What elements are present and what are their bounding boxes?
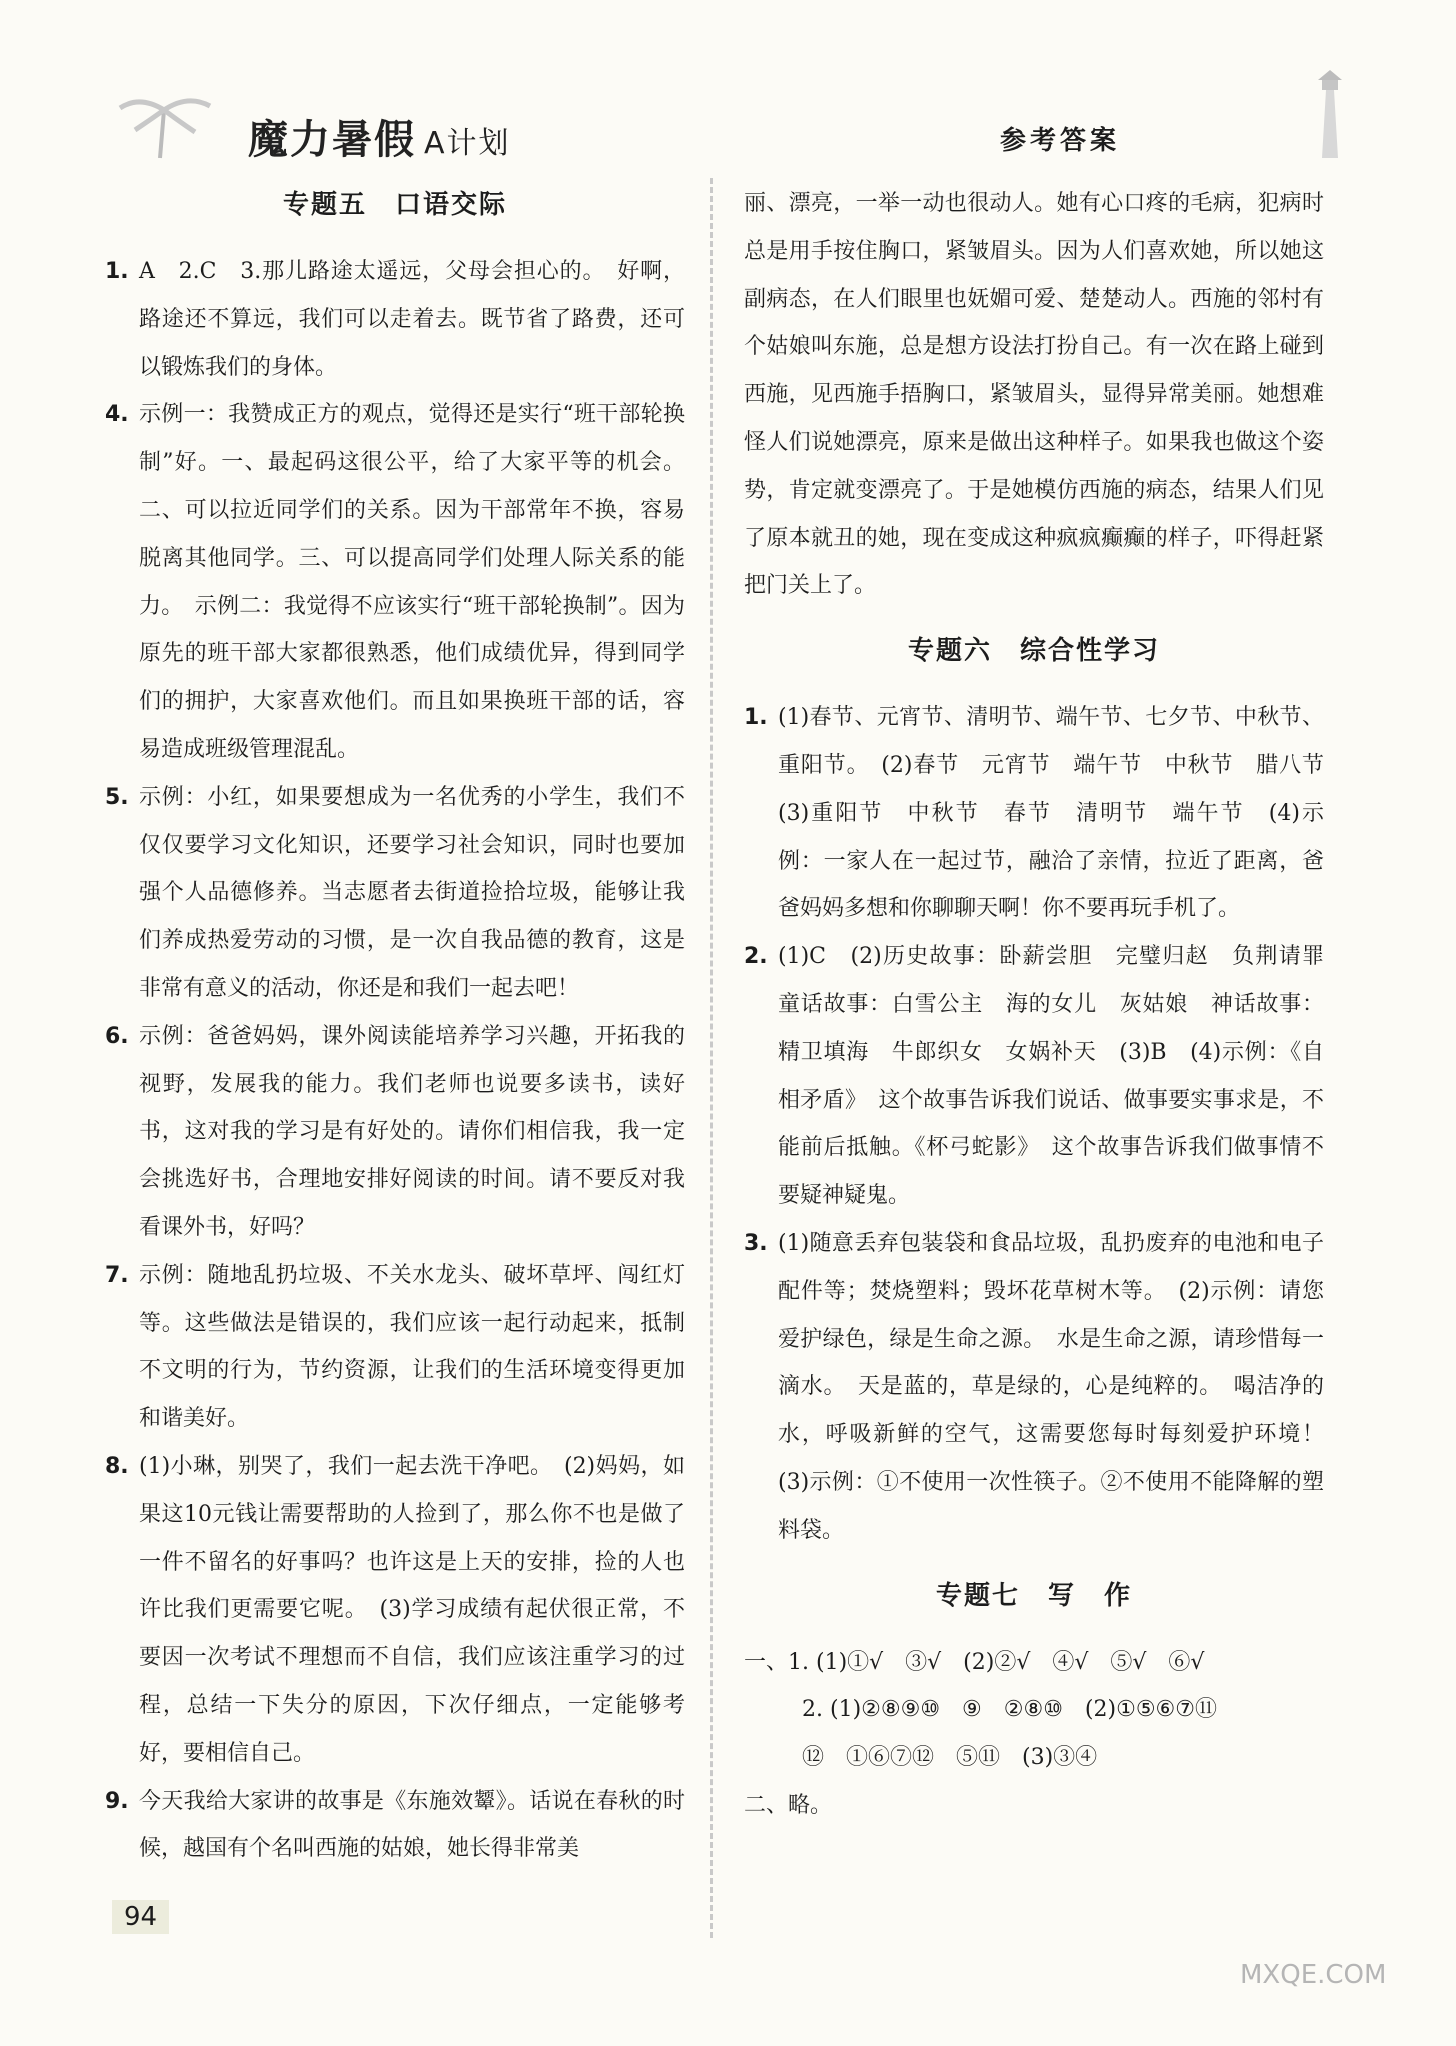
answer-item <box>105 1013 685 1252</box>
item-text: 示例：小红，如果要想成为一名优秀的小学生，我们不仅仅要学习文化知识，还要学习社会知识，同时也要加强个人品德修养。当志愿者去街道捡拾垃圾，能够让我们养成热爱劳动的习惯，是一次自我品德的教育，这是非常有意义的活动，你还是和我们一起去吧！ <box>139 784 685 1001</box>
watermark-text: MXQE.COM <box>1240 1960 1387 1990</box>
brand-name: 魔力暑假 <box>248 117 416 163</box>
lighthouse-icon <box>1300 70 1360 160</box>
topic5-title: 专题五 口语交际 <box>282 190 507 220</box>
page-number: 94 <box>112 1900 169 1934</box>
item-number: 5. <box>105 784 129 810</box>
item-number: 2. <box>744 944 768 970</box>
answer-item <box>744 1220 1347 1555</box>
answer-item <box>105 391 685 773</box>
answer-item <box>105 1252 685 1443</box>
page-header <box>0 0 1456 163</box>
column-divider <box>710 178 713 1938</box>
item-text: (1)春节、元宵节、清明节、端午节、七夕节、中秋节、重阳节。 (2)春节 元宵节 端午节 中秋节 腊八节 (3)重阳节 中秋节 春节 清明节 端午节 (4)示例：一家人在一起过节，融洽了亲情，拉近了距离，爸爸妈妈多想和你聊聊天啊！你不要再玩手机了。 <box>778 705 1347 922</box>
left-column <box>105 180 685 1873</box>
palm-tree-icon <box>100 90 230 160</box>
item-number: 1. <box>105 259 129 284</box>
topic6-title: 专题六 综合性学习 <box>907 636 1160 667</box>
brand-title <box>248 108 511 165</box>
item-text: (1)小琳，别哭了，我们一起去洗干净吧。 (2)妈妈，如果这10元钱让需要帮助的人捡到了，那么你不也是做了一件不留名的好事吗？也许这是上天的安排，捡的人也许比我们更需要它呢。 (3)学习成绩有起伏很正常，不要因一次考试不理想而不自信，我们应该注重学习的过程，总结一下失分的原因，下次仔细点，一定能够考好，要相信自己。 <box>139 1453 685 1766</box>
item-number: 6. <box>105 1023 129 1049</box>
item-number: 8. <box>105 1453 129 1479</box>
item-text: 示例一：我赞成正方的观点，觉得还是实行“班干部轮换制”好。一、最起码这很公平，给了大家平等的机会。二、可以拉近同学们的关系。因为干部常年不换，容易脱离其他同学。三、可以提高同学们处理人际关系的能力。 示例二：我觉得不应该实行“班干部轮换制”。因为原先的班干部大家都很熟悉，他们成绩优异，得到同学们的拥护，大家喜欢他们。而且如果换班干部的话，容易造成班级管理混乱。 <box>139 402 685 762</box>
item-number: 7. <box>105 1262 129 1288</box>
writing-answer-line: 二、略。 <box>744 1792 833 1818</box>
answer-item <box>105 1443 685 1778</box>
writing-answer-line: 一、1. (1)①√ ③√ (2)②√ ④√ ⑤√ ⑥√ <box>744 1649 1205 1675</box>
writing-answer-line: 2. (1)②⑧⑨⑩ ⑨ ②⑧⑩ (2)①⑤⑥⑦⑪ <box>802 1697 1217 1723</box>
item-number: 1. <box>744 705 768 731</box>
section-label: 参考答案 <box>1000 126 1121 156</box>
topic7-title: 专题七 写 作 <box>935 1580 1132 1611</box>
answer-item <box>105 774 685 1013</box>
item-text: A 2.C 3.那儿路途太遥远，父母会担心的。 好啊，路途还不算远，我们可以走着去。既节省了路费，还可以锻炼我们的身体。 <box>139 259 685 380</box>
item-text: (1)C (2)历史故事：卧薪尝胆 完璧归赵 负荆请罪 童话故事：白雪公主 海的女儿 灰姑娘 神话故事：精卫填海 牛郎织女 女娲补天 (3)B (4)示例：《自相矛盾》 这个故事告诉我们说话、做事要实事求是，不能前后抵触。《杯弓蛇影》 这个故事告诉我们做事情不要疑神疑鬼。 <box>778 944 1347 1209</box>
brand-subtitle: A计划 <box>424 126 511 161</box>
answer-item <box>105 248 685 391</box>
story-continuation: 丽、漂亮，一举一动也很动人。她有心口疼的毛病，犯病时总是用手按住胸口，紧皱眉头。因为人们喜欢她，所以她这副病态，在人们眼里也妩媚可爱、楚楚动人。西施的邻村有个姑娘叫东施，总是想方设法打扮自己。有一次在路上碰到西施，见西施手捂胸口，紧皱眉头，显得异常美丽。她想难怪人们说她漂亮，原来是做出这种样子。如果我也做这个姿势，肯定就变漂亮了。于是她模仿西施的病态，结果人们见了原本就丑的她，现在变成这种疯疯癫癫的样子，吓得赶紧把门关上了。 <box>744 191 1324 599</box>
answer-item <box>744 694 1347 933</box>
item-number: 4. <box>105 402 129 428</box>
answer-item <box>744 933 1347 1220</box>
item-number: 9. <box>105 1788 129 1814</box>
item-text: 示例：爸爸妈妈，课外阅读能培养学习兴趣，开拓我的视野，发展我的能力。我们老师也说要多读书，读好书，这对我的学习是有好处的。请你们相信我，我一定会挑选好书，合理地安排好阅读的时间。请不要反对我看课外书，好吗？ <box>139 1023 685 1240</box>
item-text: 示例：随地乱扔垃圾、不关水龙头、破坏草坪、闯红灯等。这些做法是错误的，我们应该一起行动起来，抵制不文明的行为，节约资源，让我们的生活环境变得更加和谐美好。 <box>139 1262 685 1432</box>
item-text: (1)随意丢弃包装袋和食品垃圾，乱扔废弃的电池和电子配件等；焚烧塑料；毁坏花草树木等。 (2)示例：请您爱护绿色，绿是生命之源。 水是生命之源，请珍惜每一滴水。 天是蓝的，草是绿的，心是纯粹的。 喝洁净的水，呼吸新鲜的空气，这需要您每时每刻爱护环境！ (3)示例：①不使用一次性筷子。②不使用不能降解的塑料袋。 <box>778 1230 1347 1543</box>
item-text: 今天我给大家讲的故事是《东施效颦》。话说在春秋的时候，越国有个名叫西施的姑娘，她长得非常美 <box>139 1788 685 1862</box>
answer-item <box>105 1778 685 1874</box>
right-column <box>744 180 1347 1830</box>
item-number: 3. <box>744 1230 768 1256</box>
writing-answer-line: ⑫ ①⑥⑦⑫ ⑤⑪ (3)③④ <box>802 1745 1098 1771</box>
